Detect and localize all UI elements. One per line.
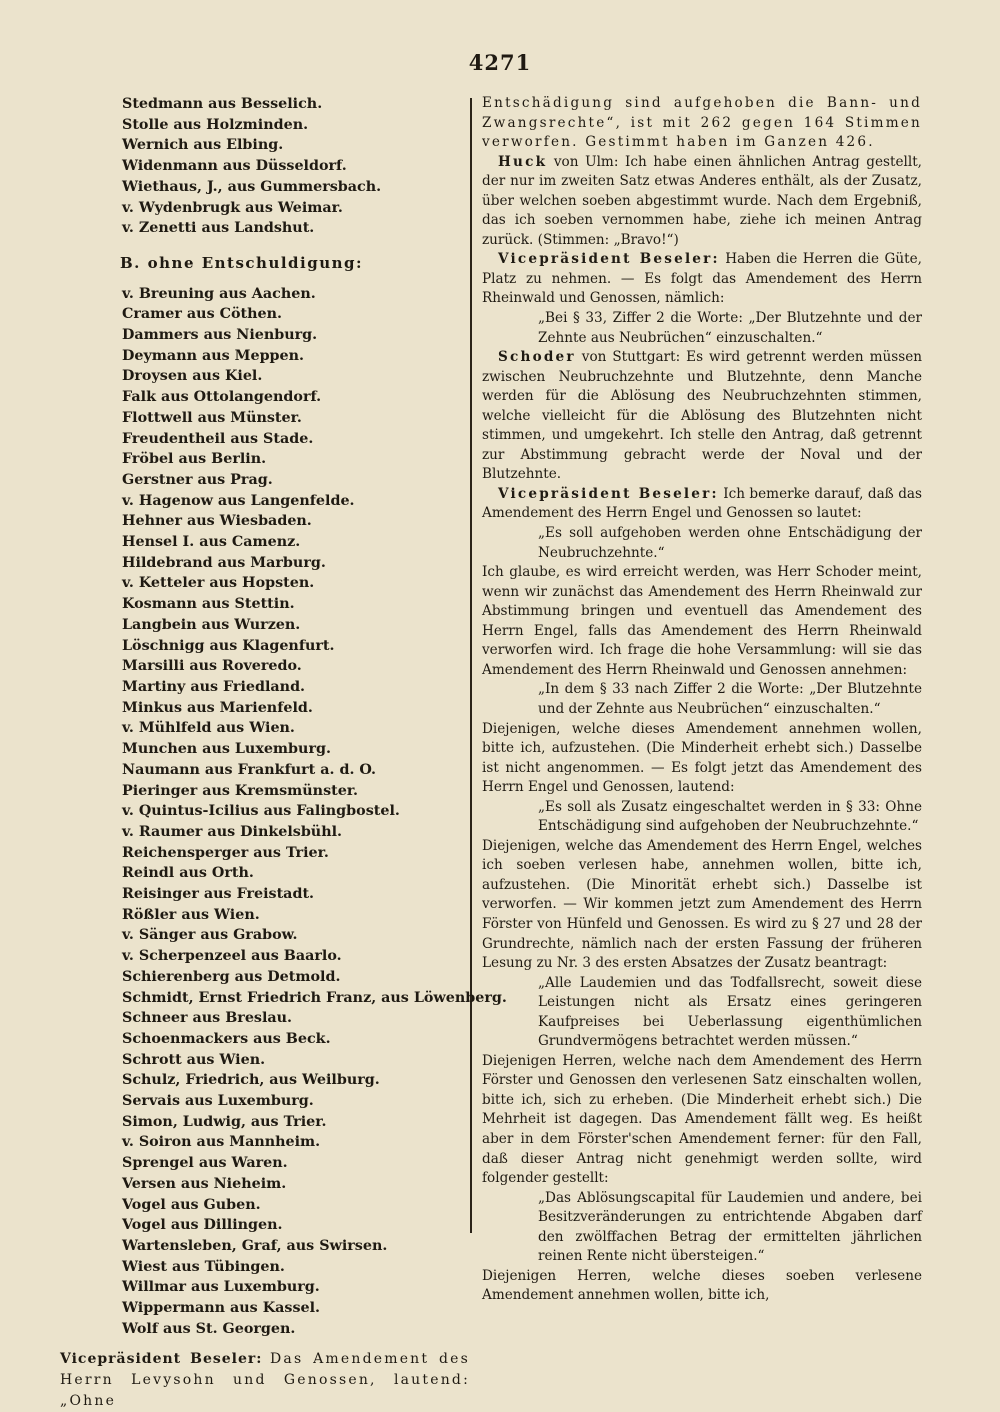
name-entry: Schoenmackers aus Beck. — [122, 1030, 331, 1047]
paragraph-4 — [482, 348, 922, 485]
name-entry: Stolle aus Holzminden. — [122, 116, 309, 133]
name-entry: Marsilli aus Roveredo. — [122, 658, 302, 675]
name-entry: Rößler aus Wien. — [122, 906, 260, 923]
paragraph-3 — [482, 250, 922, 309]
speaker-name: Huck — [498, 153, 548, 170]
name-entry: Martiny aus Friedland. — [122, 678, 306, 695]
name-entry: v. Zenetti aus Landshut. — [122, 220, 315, 237]
name-entry: Hehner aus Wiesbaden. — [122, 513, 312, 530]
paragraph-7: Diejenigen, welche dieses Amendement annehmen wollen, bitte ich, aufzustehen. (Die Minderheit erhebt sich.) Dasselbe ist nicht angenommen. — Es folgt jetzt das Amendement des Herrn Engel und Genossen, lautend: — [482, 720, 922, 796]
name-entry: Fröbel aus Berlin. — [122, 451, 267, 468]
paragraph-text: Das Amendement des Herrn Levysohn und Genossen, lautend: „Ohne — [60, 1351, 471, 1410]
name-entry: Wolf aus St. Georgen. — [122, 1320, 296, 1337]
name-entry: v. Ketteler aus Hopsten. — [122, 575, 315, 592]
name-entry: Wiethaus, J., aus Gummersbach. — [122, 178, 382, 195]
name-entry: Freudentheil aus Stade. — [122, 430, 314, 447]
name-entry: v. Quintus-Icilius aus Falingbostel. — [122, 803, 400, 820]
left-column — [60, 94, 507, 1412]
name-entry: Reindl aus Orth. — [122, 865, 254, 882]
name-entry: Minkus aus Marienfeld. — [122, 699, 313, 716]
name-entry: v. Soiron aus Mannheim. — [122, 1134, 321, 1151]
name-entry: Dammers aus Nienburg. — [122, 327, 318, 344]
name-entry: Deymann aus Meppen. — [122, 347, 305, 364]
name-entry: v. Hagenow aus Langenfelde. — [122, 492, 355, 509]
absent-list-a — [60, 94, 470, 239]
name-entry: Naumann aus Frankfurt a. d. O. — [122, 761, 376, 778]
name-entry: v. Mühlfeld aus Wien. — [122, 720, 295, 737]
paragraph-8: Diejenigen, welche das Amendement des Herrn Engel, welches ich soeben verlesen habe, annehmen wollen, bitte ich, aufzustehen. (Die Minorität erhebt sich.) Dasselbe ist verworfen. — Wir kommen jetzt zum Amendement des Herrn Förster von Hünfeld und Genossen. Es wird zu § 27 und 28 der Grundrechte, nämlich nach der ersten Fassung der früheren Lesung zu Nr. 3 des ersten Absatzes der Zusatz beantragt: — [482, 837, 922, 972]
paragraph-text: Ich bemerke darauf, daß das Amendement des Herrn Engel und Genossen so lautet: — [482, 485, 923, 522]
name-entry: Löschnigg aus Klagenfurt. — [122, 637, 335, 654]
name-entry: Wiest aus Tübingen. — [122, 1258, 285, 1275]
name-entry: Langbein aus Wurzen. — [122, 616, 301, 633]
name-entry: Schneer aus Breslau. — [122, 1010, 293, 1027]
name-entry: Stedmann aus Besselich. — [122, 96, 323, 112]
name-entry: Schulz, Friedrich, aus Weilburg. — [122, 1072, 380, 1089]
speaker-name: Vicepräsident Beseler: — [498, 485, 719, 502]
paragraph-1: Entschädigung sind aufgehoben die Bann- und Zwangsrechte“, ist mit 262 gegen 164 Stimmen verworfen. Gestimmt haben im Ganzen 426. — [482, 95, 922, 151]
quote-1: „Bei § 33, Ziffer 2 die Worte: „Der Blutzehnte und der Zehnte aus Neubrüchen“ einzuschalten.“ — [538, 310, 922, 346]
name-entry: Willmar aus Luxemburg. — [122, 1279, 320, 1296]
paragraph-text: von Ulm: Ich habe einen ähnlichen Antrag gestellt, der nur im zweiten Satz etwas Anderes enthält, als der Zusatz, über welchen soeben abgestimmt wurde. Nach dem Ergebniß, das ich soeben vernommen habe, ziehe ich meinen Antrag zurück. (Stimmen: „Bravo!“) — [482, 153, 922, 248]
name-entry: Flottwell aus Münster. — [122, 409, 302, 426]
name-entry: Schrott aus Wien. — [122, 1051, 266, 1068]
name-entry: Vogel aus Dillingen. — [122, 1217, 283, 1234]
quote-3: „In dem § 33 nach Ziffer 2 die Worte: „Der Blutzehnte und der Zehnte aus Neubrüchen“ einzuschalten.“ — [538, 681, 922, 717]
name-entry: v. Sänger aus Grabow. — [122, 927, 298, 944]
paragraph-10: Diejenigen Herren, welche dieses soeben verlesene Amendement annehmen wollen, bitte ich, — [482, 1267, 922, 1304]
speaker-name: Vicepräsident Beseler: — [498, 251, 720, 268]
name-entry: Vogel aus Guben. — [122, 1196, 261, 1213]
name-entry: v. Wydenbrugk aus Weimar. — [122, 199, 343, 216]
section-heading-b: B. ohne Entschuldigung: — [120, 253, 364, 272]
quote-6: „Das Ablösungscapital für Laudemien und andere, bei Besitzveränderungen zu entrichtende Abgaben darf den zwölffachen Betrag der ermittelten jährlichen reinen Rente nicht übersteigen.“ — [538, 1189, 922, 1265]
paragraph-text: Haben die Herren die Güte, Platz zu nehmen. — Es folgt das Amendement des Herrn Rheinwald und Genossen, nämlich: — [482, 251, 922, 307]
name-entry: Kosmann aus Stettin. — [122, 596, 295, 613]
absent-list-b — [60, 284, 507, 1340]
name-entry: v. Raumer aus Dinkelsbühl. — [122, 823, 343, 840]
paragraph-5 — [482, 485, 922, 524]
name-entry: Versen aus Nieheim. — [122, 1175, 287, 1192]
name-entry: Schierenberg aus Detmold. — [122, 968, 341, 985]
name-entry: Wartensleben, Graf, aus Swirsen. — [122, 1237, 388, 1254]
quote-4: „Es soll als Zusatz eingeschaltet werden in § 33: Ohne Entschädigung sind aufgehoben der Neubruchzehnte.“ — [538, 798, 922, 835]
paragraph-6: Ich glaube, es wird erreicht werden, was Herr Schoder meint, wenn wir zunächst das Amendement des Herrn Rheinwald zur Abstimmung bringen und eventuell das Amendement des Herrn Engel, falls das Amendement des Herrn Rheinwald verworfen wird. Ich frage die hohe Versammlung: will sie das Amendement des Herrn Rheinwald und Genossen annehmen: — [482, 564, 922, 678]
name-entry: v. Breuning aus Aachen. — [122, 285, 316, 302]
name-entry: v. Scherpenzeel aus Baarlo. — [122, 948, 342, 965]
name-entry: Schmidt, Ernst Friedrich Franz, aus Löwenberg. — [122, 989, 507, 1006]
column-divider — [470, 98, 472, 1233]
right-column — [482, 94, 922, 1306]
speaker-name: Schoder — [498, 349, 576, 366]
name-entry: Wernich aus Elbing. — [122, 137, 284, 154]
speaker-name: Vicepräsident Beseler: — [60, 1351, 263, 1368]
name-entry: Droysen aus Kiel. — [122, 368, 263, 385]
name-entry: Hensel I. aus Camenz. — [122, 534, 301, 551]
name-entry: Cramer aus Cöthen. — [122, 306, 282, 323]
name-entry: Reichensperger aus Trier. — [122, 844, 329, 861]
closing-paragraph — [60, 1349, 470, 1412]
name-entry: Simon, Ludwig, aus Trier. — [122, 1113, 327, 1130]
name-entry: Reisinger aus Freistadt. — [122, 886, 315, 903]
paragraph-2 — [482, 153, 922, 251]
quote-2: „Es soll aufgehoben werden ohne Entschädigung der Neubruchzehnte.“ — [538, 525, 922, 561]
name-entry: Pieringer aus Kremsmünster. — [122, 782, 359, 799]
name-entry: Munchen aus Luxemburg. — [122, 741, 331, 758]
name-entry: Widenmann aus Düsseldorf. — [122, 158, 347, 175]
name-entry: Hildebrand aus Marburg. — [122, 554, 326, 571]
paragraph-9: Diejenigen Herren, welche nach dem Amendement des Herrn Förster und Genossen den verlesenen Satz einschalten wollen, bitte ich, sich zu erheben. (Die Minderheit erhebt sich.) Die Mehrheit ist dagegen. Das Amendement fällt weg. Es heißt aber in dem Förster'schen Amendement ferner: für den Fall, daß dieser Antrag nicht genehmigt werden sollte, wird folgender gestellt: — [482, 1052, 922, 1187]
name-entry: Servais aus Luxemburg. — [122, 1093, 314, 1110]
page-number: 4271 — [468, 50, 532, 75]
name-entry: Wippermann aus Kassel. — [122, 1300, 320, 1317]
paragraph-text: von Stuttgart: Es wird getrennt werden müssen zwischen Neubruchzehnte und Blutzehnte, denn Manche werden für die Ablösung des Neubruchzehnten stimmen, welche vielleicht für die Ablösung des Blutzehnten nicht stimmen, und umgekehrt. Ich stelle den Antrag, daß getrennt zur Abstimmung gebracht werde der Noval und der Blutzehnte. — [482, 349, 923, 483]
quote-5: „Alle Laudemien und das Todfallsrecht, soweit diese Leistungen nicht als Ersatz eines geringeren Kaufpreises bei Ueberlassung eigenthümlichen Grundvermögens betrachtet werden müssen.“ — [538, 974, 922, 1050]
name-entry: Sprengel aus Waren. — [122, 1155, 288, 1172]
name-entry: Gerstner aus Prag. — [122, 471, 273, 488]
name-entry: Falk aus Ottolangendorf. — [122, 389, 322, 406]
